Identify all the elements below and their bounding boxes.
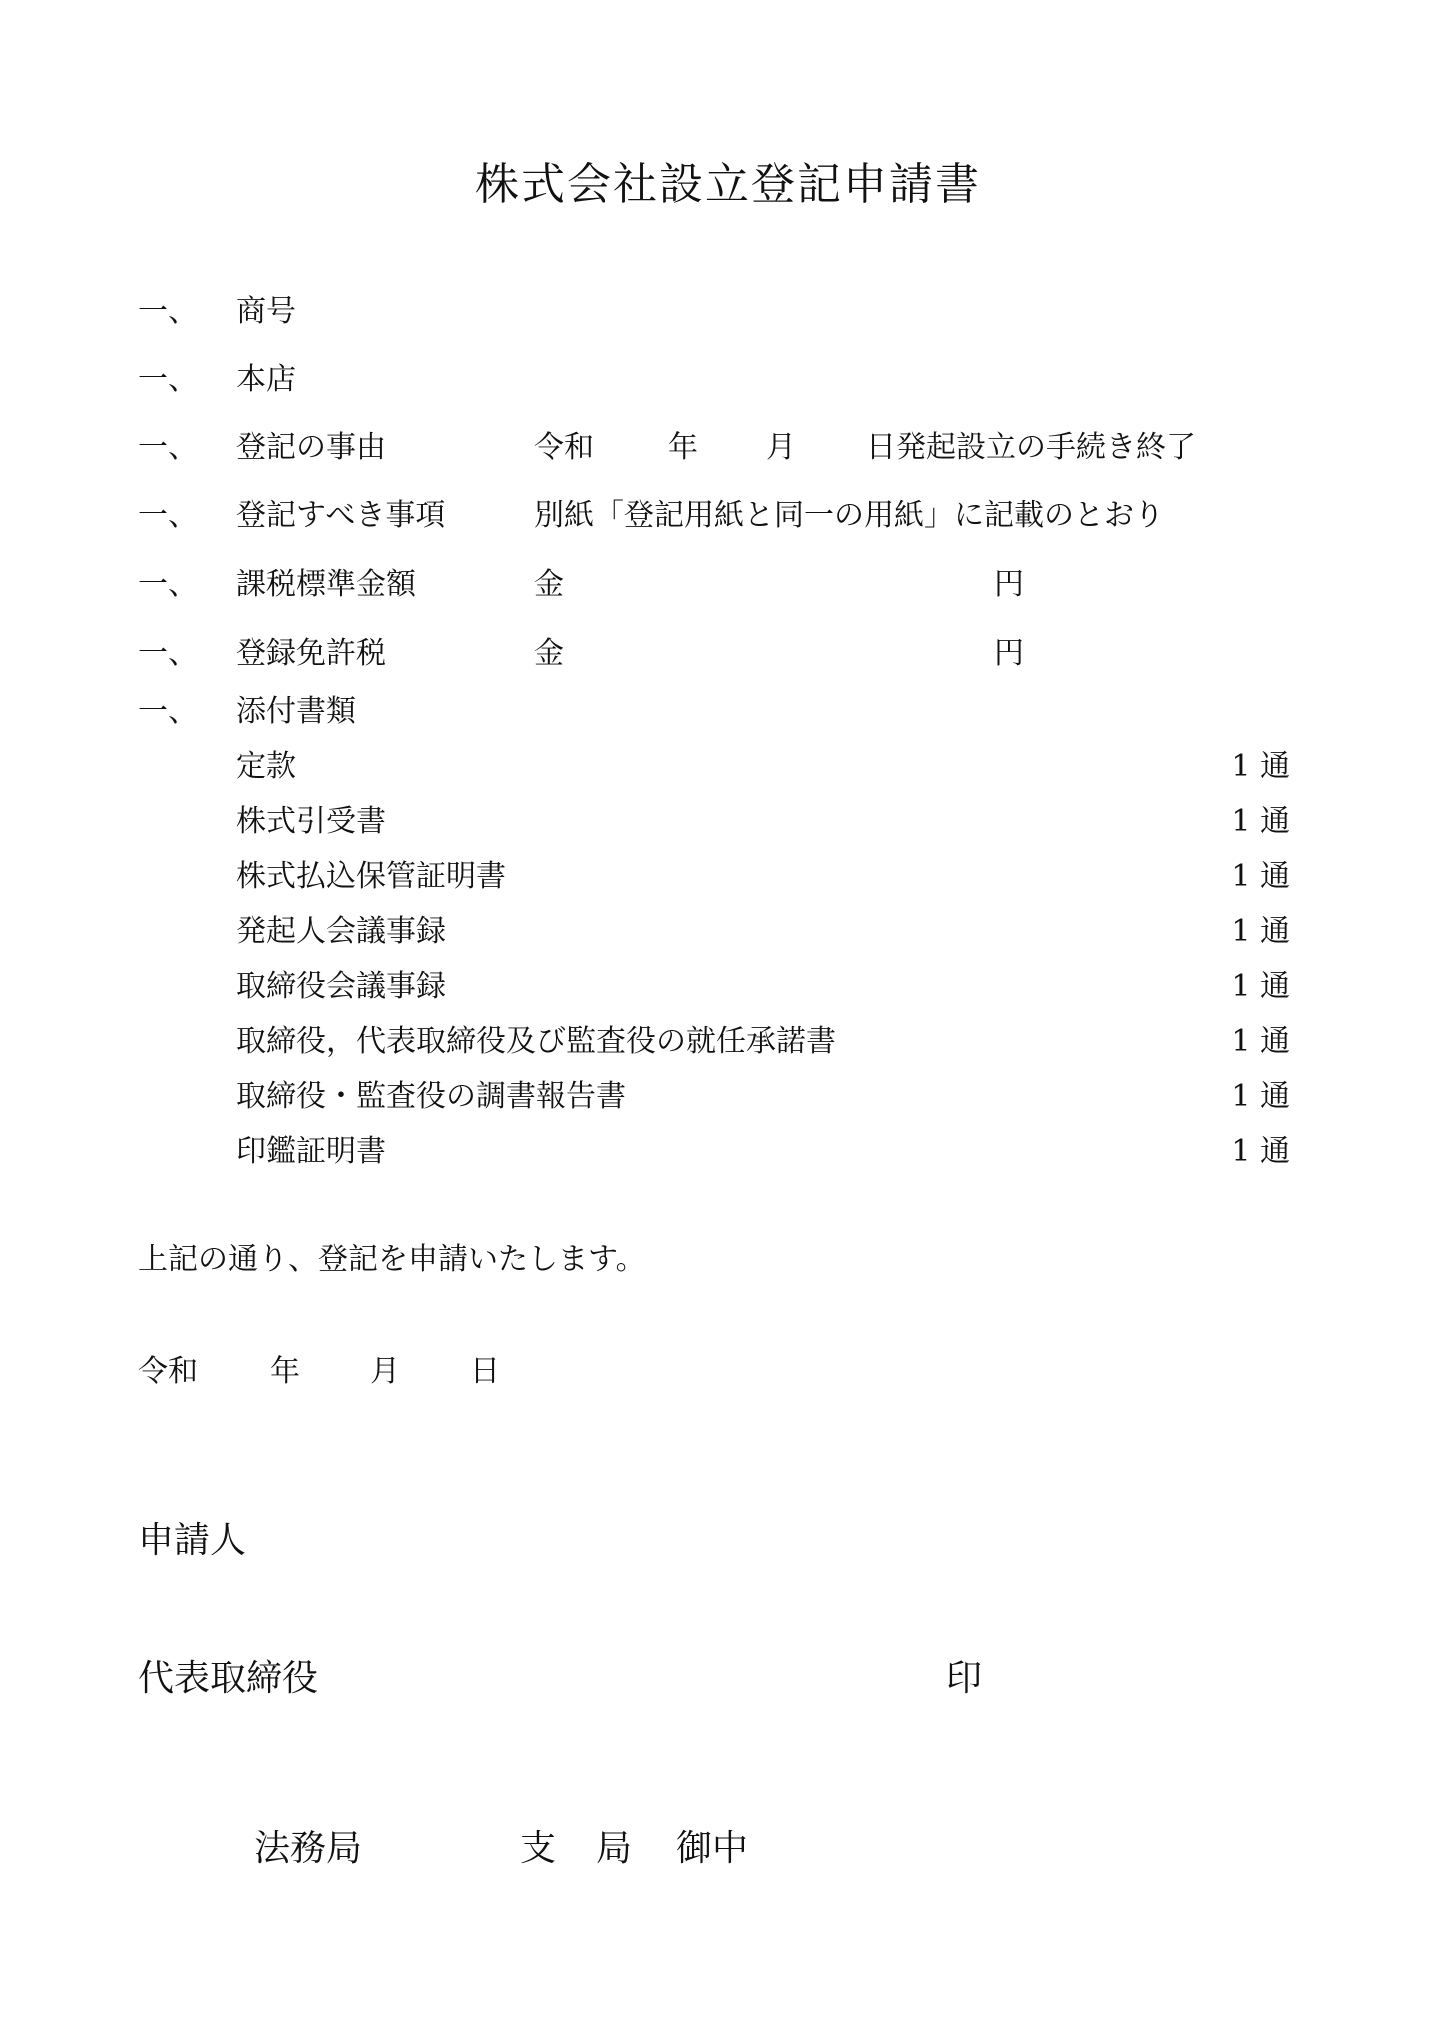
attachment-count: 1 通 (1231, 749, 1290, 784)
addressee-branch-char-2: 局 (596, 1828, 633, 1869)
attachment-name: 取締役会議事録 (236, 969, 446, 1004)
date-era: 令和 (138, 1354, 198, 1389)
item-label-head-office: 本店 (236, 362, 296, 397)
attachment-count: 1 通 (1231, 1134, 1290, 1169)
registration-tax-unit: 円 (994, 636, 1024, 671)
addressee-honorific: 御中 (676, 1828, 749, 1869)
item-label-registration-tax: 登録免許税 (236, 636, 386, 671)
item-marker: 一、 (138, 694, 198, 729)
tax-base-unit: 円 (994, 567, 1024, 602)
addressee-bureau: 法務局 (254, 1828, 363, 1869)
item-label-attachments: 添付書類 (236, 694, 356, 729)
attachment-name: 定款 (236, 749, 296, 784)
reason-detail: 日発起設立の手続き終了 (866, 430, 1196, 465)
item-marker: 一、 (138, 636, 198, 671)
attachment-count: 1 通 (1231, 1079, 1290, 1114)
tax-base-prefix: 金 (534, 567, 564, 602)
attachment-name: 印鑑証明書 (236, 1134, 386, 1169)
date-year: 年 (270, 1354, 300, 1389)
attachment-name: 株式払込保管証明書 (236, 859, 506, 894)
item-label-trade-name: 商号 (236, 294, 296, 329)
addressee-branch-char-1: 支 (520, 1828, 557, 1869)
closing-statement: 上記の通り、登記を申請いたします。 (138, 1242, 646, 1277)
attachment-name: 株式引受書 (236, 804, 386, 839)
item-label-tax-base-amount: 課税標準金額 (236, 567, 416, 602)
seal-mark: 印 (946, 1658, 983, 1699)
attachment-name: 取締役・監査役の調書報告書 (236, 1079, 626, 1114)
matters-detail: 別紙「登記用紙と同一の用紙」に記載のとおり (534, 498, 1164, 533)
applicant-label: 申請人 (138, 1520, 247, 1561)
reason-month: 月 (766, 430, 796, 465)
attachment-count: 1 通 (1231, 1024, 1290, 1059)
attachment-count: 1 通 (1231, 914, 1290, 949)
date-day: 日 (470, 1354, 500, 1389)
representative-label: 代表取締役 (138, 1658, 319, 1699)
attachment-name: 発起人会議事録 (236, 914, 446, 949)
item-label-registration-matters: 登記すべき事項 (236, 498, 446, 533)
attachment-count: 1 通 (1231, 859, 1290, 894)
registration-tax-prefix: 金 (534, 636, 564, 671)
document-title: 株式会社設立登記申請書 (475, 159, 981, 210)
item-marker: 一、 (138, 362, 198, 397)
attachment-count: 1 通 (1231, 969, 1290, 1004)
item-marker: 一、 (138, 498, 198, 533)
attachment-count: 1 通 (1231, 804, 1290, 839)
reason-year: 年 (668, 430, 698, 465)
date-month: 月 (370, 1354, 400, 1389)
item-marker: 一、 (138, 430, 198, 465)
attachment-name: 取締役，代表取締役及び監査役の就任承諾書 (236, 1024, 836, 1059)
item-marker: 一、 (138, 294, 198, 329)
item-label-registration-reason: 登記の事由 (236, 430, 386, 465)
item-marker: 一、 (138, 567, 198, 602)
reason-era: 令和 (534, 430, 594, 465)
